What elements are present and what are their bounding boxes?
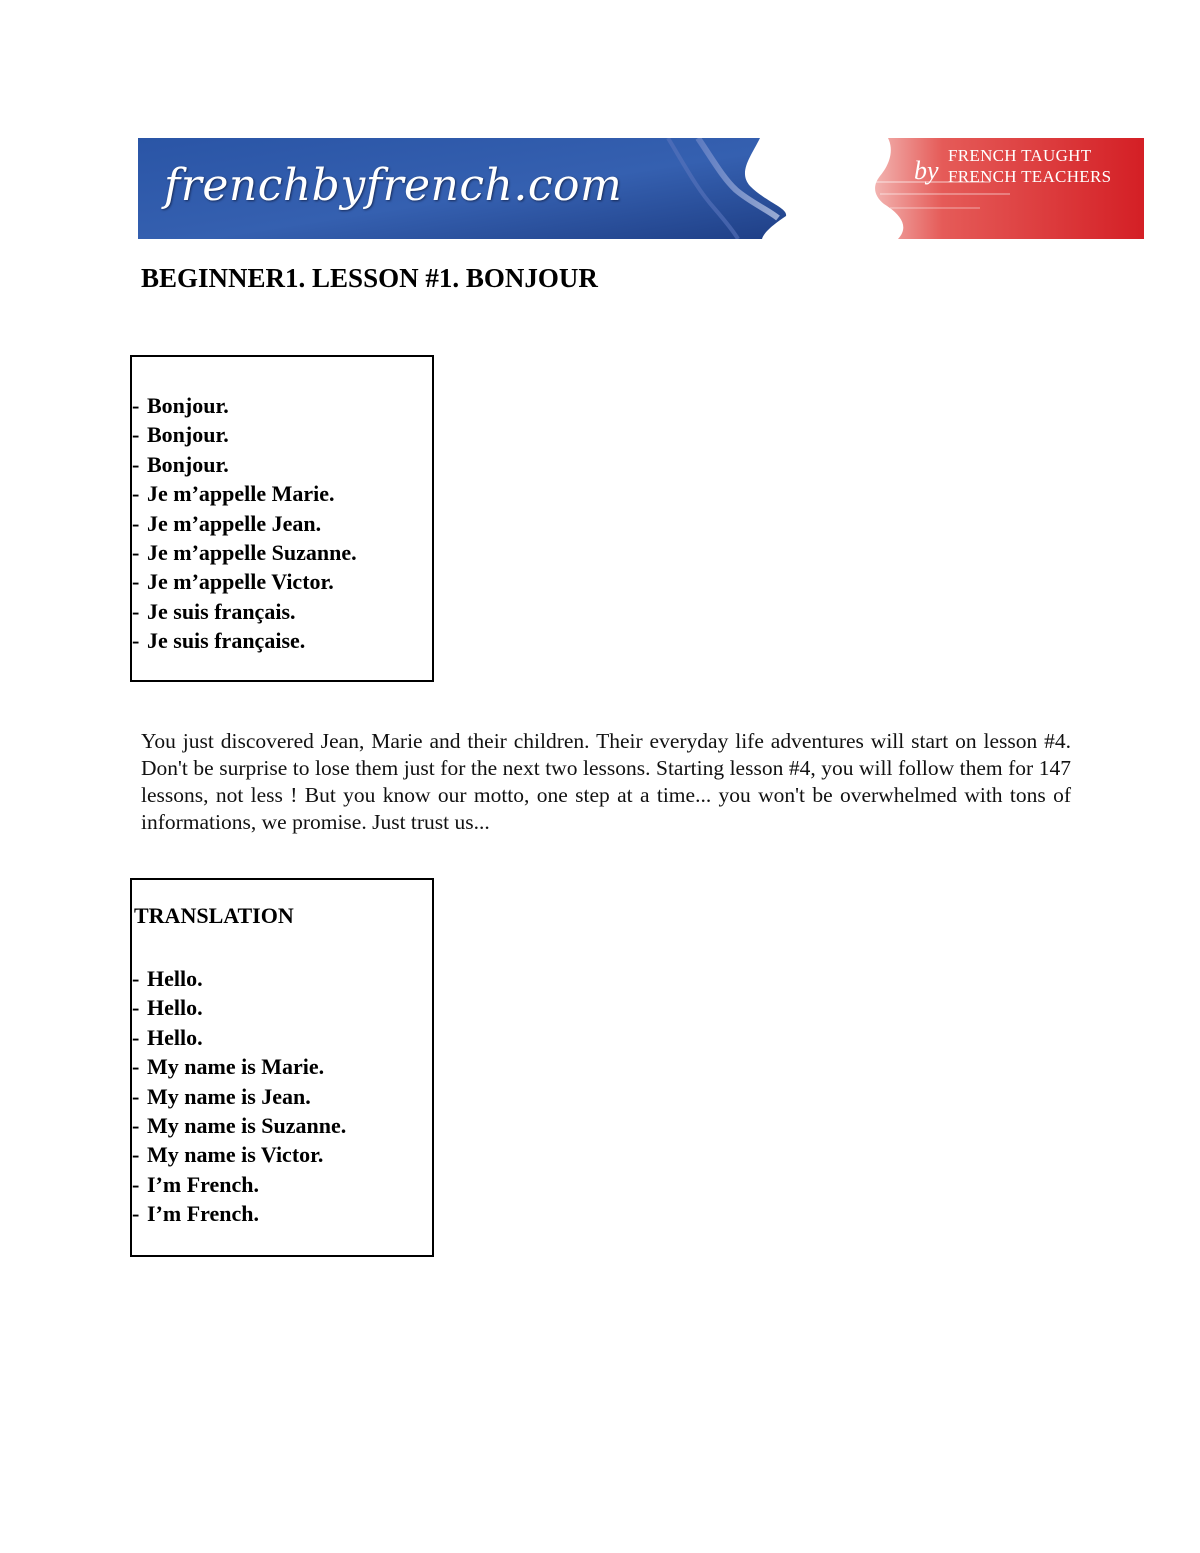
dialogue-line: - Je m’appelle Suzanne.: [132, 539, 357, 565]
tagline-line-1: FRENCH TAUGHT: [948, 146, 1092, 165]
translation-lines: [132, 964, 346, 1229]
tagline-line-2: FRENCH TEACHERS: [948, 167, 1112, 186]
dialogue-lines: [132, 391, 357, 656]
dialogue-line: - Je suis français.: [132, 598, 296, 624]
tagline-banner: [870, 138, 1144, 239]
dialogue-line: - Je suis française.: [132, 628, 306, 654]
translation-line: - My name is Jean.: [132, 1083, 311, 1109]
translation-line: - Hello.: [132, 995, 203, 1021]
translation-line: - I’m French.: [132, 1201, 260, 1227]
translation-line: - My name is Marie.: [132, 1054, 325, 1080]
translation-line: - My name is Suzanne.: [132, 1112, 347, 1138]
translation-line: - Hello.: [132, 966, 203, 991]
dialogue-box: [130, 355, 434, 682]
dialogue-line: - Bonjour.: [132, 393, 229, 418]
translation-line: - My name is Victor.: [132, 1142, 324, 1168]
dialogue-line: - Bonjour.: [132, 451, 229, 477]
site-logo-text: frenchbyfrench.com: [164, 160, 623, 211]
dialogue-line: - Je m’appelle Jean.: [132, 510, 322, 536]
translation-line: - Hello.: [132, 1024, 203, 1050]
intro-paragraph: You just discovered Jean, Marie and their children. Their everyday life adventures will start on lesson #4. Don't be surprise to lose them just for the next two lessons. Starting lesson #4, you will follow them for 147 lessons, not less ! But you know our motto, one step at a time... you won't be overwhelmed with tons of informations, we promise. Just trust us...: [141, 729, 1071, 834]
translation-box: [130, 878, 434, 1257]
lesson-title: BEGINNER1. LESSON #1. BONJOUR: [141, 263, 598, 293]
translation-heading: TRANSLATION: [134, 903, 294, 928]
dialogue-line: - Je m’appelle Victor.: [132, 569, 334, 595]
site-banner: [138, 138, 790, 239]
translation-line: - I’m French.: [132, 1171, 260, 1197]
dialogue-line: - Bonjour.: [132, 422, 229, 448]
tagline-by: by: [914, 156, 939, 185]
dialogue-line: - Je m’appelle Marie.: [132, 481, 335, 507]
